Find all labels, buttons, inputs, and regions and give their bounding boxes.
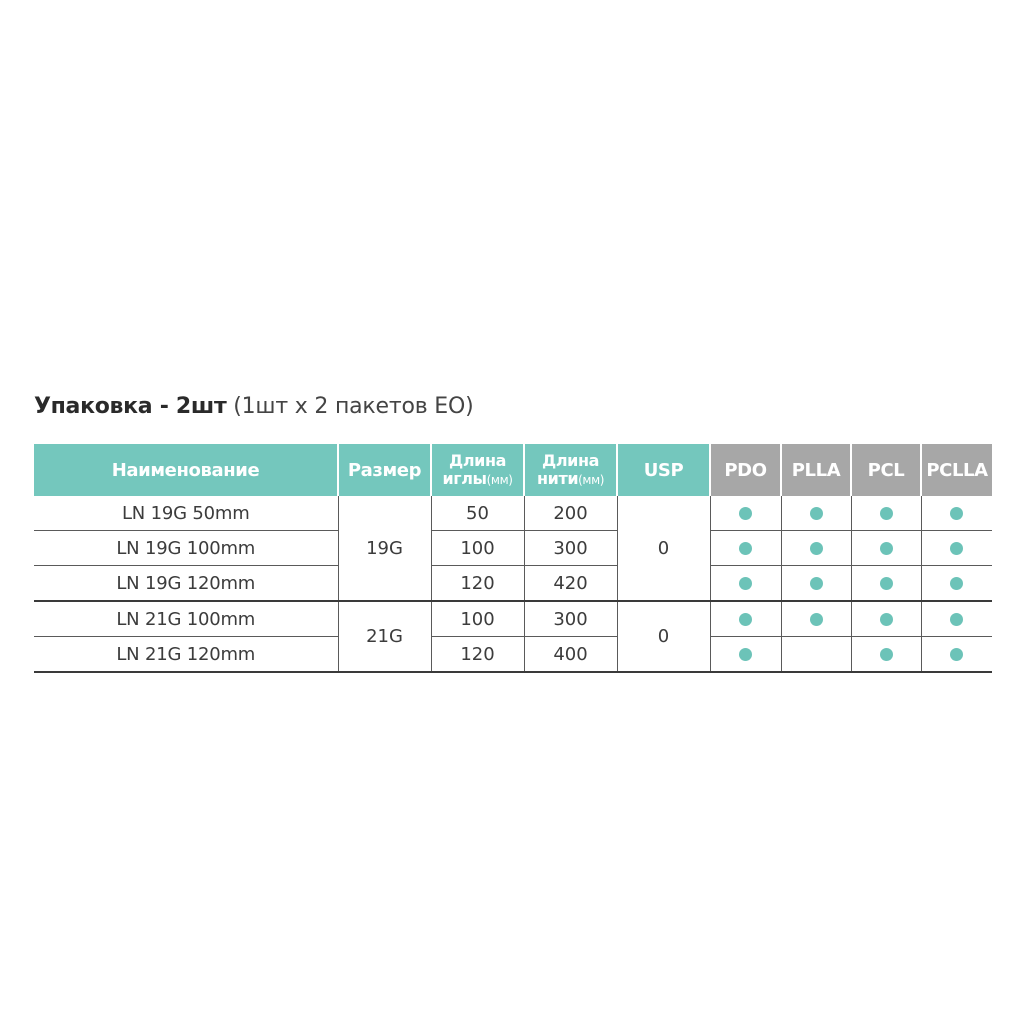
table-row [34,496,992,531]
title-detail: (1шт х 2 пакетов ЕО) [226,394,474,419]
availability-dot-icon [880,577,893,590]
availability-dot-icon [810,507,823,520]
cell-needle-length: 100 [431,531,524,566]
cell-name: LN 21G 120mm [34,637,338,673]
availability-dot-icon [810,577,823,590]
cell-size: 21G [338,601,431,672]
cell-pclla [921,496,992,531]
cell-thread-length: 400 [524,637,617,673]
availability-dot-icon [880,507,893,520]
availability-dot-icon [739,577,752,590]
cell-needle-length: 120 [431,566,524,602]
header-thread-line2-wrap [525,470,616,489]
cell-needle-length: 50 [431,496,524,531]
availability-dot-icon [880,542,893,555]
cell-thread-length: 420 [524,566,617,602]
table-row [34,637,992,673]
header-needle-line2: иглы [442,468,487,488]
cell-plla [781,637,851,673]
cell-pclla [921,637,992,673]
cell-usp: 0 [617,496,710,601]
cell-pcl [851,531,921,566]
availability-dot-icon [950,577,963,590]
table-row [34,531,992,566]
cell-pdo [710,637,781,673]
availability-dot-icon [739,613,752,626]
cell-pdo [710,496,781,531]
availability-dot-icon [810,613,823,626]
cell-thread-length: 300 [524,601,617,637]
availability-dot-icon [739,507,752,520]
cell-pdo [710,566,781,602]
cell-name: LN 21G 100mm [34,601,338,637]
cell-pclla [921,601,992,637]
table-row [34,601,992,637]
header-usp: USP [617,444,710,496]
cell-pdo [710,531,781,566]
availability-dot-icon [739,648,752,661]
cell-plla [781,601,851,637]
header-needle-line1: Длина [448,450,507,470]
cell-name: LN 19G 50mm [34,496,338,531]
cell-name: LN 19G 100mm [34,531,338,566]
header-plla: PLLA [781,444,851,496]
header-thread-unit: (мм) [578,472,605,487]
header-pclla: PCLLA [921,444,992,496]
cell-pcl [851,496,921,531]
availability-dot-icon [950,542,963,555]
header-thread-line1: Длина [541,450,600,470]
table-header-row [34,444,992,496]
header-thread-length [524,444,617,496]
cell-plla [781,496,851,531]
cell-pcl [851,637,921,673]
cell-thread-length: 200 [524,496,617,531]
cell-thread-length: 300 [524,531,617,566]
availability-dot-icon [739,542,752,555]
cell-usp: 0 [617,601,710,672]
header-name: Наименование [34,444,338,496]
cell-plla [781,531,851,566]
cell-pdo [710,601,781,637]
cell-plla [781,566,851,602]
header-pdo: PDO [710,444,781,496]
availability-dot-icon [950,507,963,520]
cell-needle-length: 100 [431,601,524,637]
cell-needle-length: 120 [431,637,524,673]
header-size: Размер [338,444,431,496]
availability-dot-icon [950,648,963,661]
header-pcl: PCL [851,444,921,496]
cell-pcl [851,566,921,602]
header-needle-unit: (мм) [486,472,513,487]
product-table [34,444,992,673]
header-needle-line2-wrap [432,470,523,489]
header-needle-length [431,444,524,496]
availability-dot-icon [810,542,823,555]
title-packaging: Упаковка - 2шт [34,394,227,419]
page-title [34,390,473,424]
availability-dot-icon [880,648,893,661]
table-row [34,566,992,602]
availability-dot-icon [880,613,893,626]
header-thread-line2: нити [536,468,579,488]
cell-name: LN 19G 120mm [34,566,338,602]
availability-dot-icon [950,613,963,626]
cell-pcl [851,601,921,637]
cell-pclla [921,566,992,602]
cell-size: 19G [338,496,431,601]
cell-pclla [921,531,992,566]
